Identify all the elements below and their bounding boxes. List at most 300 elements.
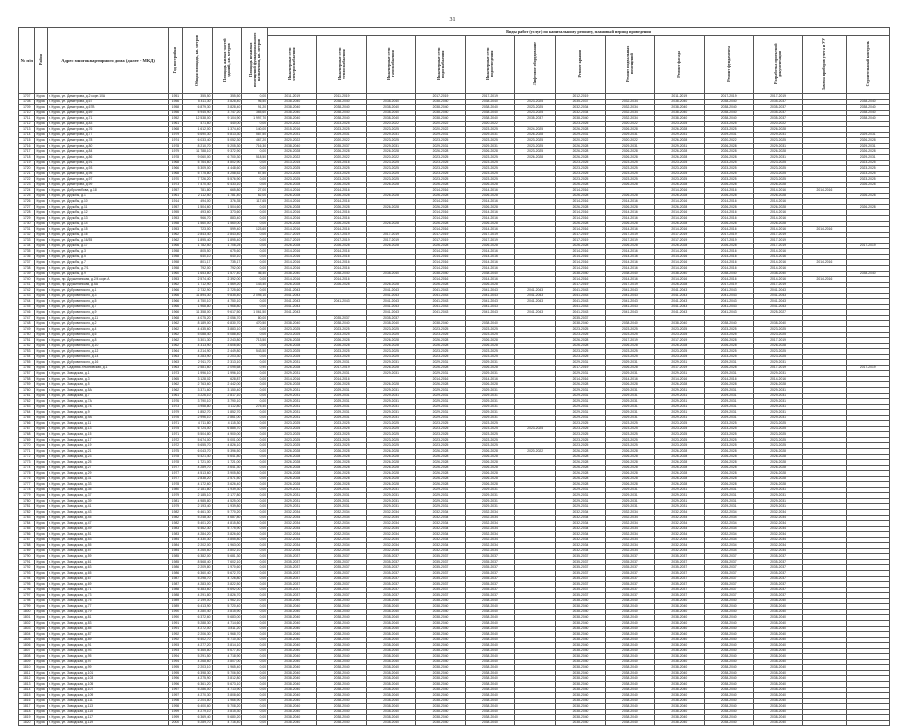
row-living-area: 5 001,00 bbox=[212, 437, 242, 443]
row-total-area: 5 411,30 bbox=[182, 99, 212, 105]
row-district: Курск bbox=[35, 221, 47, 227]
row-work-period bbox=[846, 720, 889, 726]
row-nonliving-area: 0,00 bbox=[242, 504, 268, 510]
row-work-period: 2023-2025 bbox=[704, 421, 753, 427]
row-work-period: 2041-2043 bbox=[268, 304, 317, 310]
row-nonliving-area: 0,00 bbox=[242, 243, 268, 249]
row-work-period: 2032-2034 bbox=[317, 532, 366, 538]
row-work-period: 2026-2028 bbox=[416, 476, 465, 482]
row-work-period: 2023-2025 bbox=[515, 143, 556, 149]
row-work-period: 2035-2037 bbox=[655, 582, 704, 588]
row-work-period: 2017-2019 bbox=[655, 238, 704, 244]
row-living-area: 665,80 bbox=[212, 188, 242, 194]
row-work-period: 2035-2037 bbox=[605, 565, 654, 571]
row-living-area: 3 826,70 bbox=[212, 593, 242, 599]
row-living-area: 4 815,80 bbox=[212, 521, 242, 527]
row-work-period: 2014-2016 bbox=[416, 376, 465, 382]
row-district: Курск bbox=[35, 720, 47, 726]
row-work-period: 2029-2031 bbox=[465, 493, 514, 499]
row-work-period: 2026-2028 bbox=[317, 465, 366, 471]
row-work-period: 2026-2028 bbox=[704, 193, 753, 199]
row-work-period: 2035-2037 bbox=[465, 559, 514, 565]
row-work-period: 2041-2043 bbox=[416, 310, 465, 316]
row-work-period: 2014-2016 bbox=[556, 210, 605, 216]
row-work-period: 2038-2040 bbox=[465, 665, 514, 671]
row-work-period: 2029-2031 bbox=[268, 415, 317, 421]
row-work-period: 2038-2040 bbox=[366, 637, 415, 643]
row-work-period: 2023-2025 bbox=[655, 432, 704, 438]
row-number: 1806 bbox=[19, 643, 35, 649]
row-year: 1976 bbox=[169, 399, 182, 405]
row-work-period: 2020-2022 bbox=[317, 155, 366, 161]
row-total-area: 5 674,00 bbox=[182, 437, 212, 443]
row-living-area: 792,00 bbox=[212, 265, 242, 271]
row-work-period: 2038-2040 bbox=[465, 698, 514, 704]
row-work-period: 2026-2028 bbox=[556, 204, 605, 210]
row-work-period: 2035-2037 bbox=[366, 571, 415, 577]
row-number: 1814 bbox=[19, 687, 35, 693]
row-address: г. Курск, ул. Димитрова, д.83 bbox=[47, 121, 168, 127]
row-work-period: 2032-2034 bbox=[753, 543, 802, 549]
row-number: 1765 bbox=[19, 415, 35, 421]
row-address: г. Курск, ул. Димитрова, д.93 bbox=[47, 166, 168, 172]
row-nonliving-area: 0,00 bbox=[242, 493, 268, 499]
row-work-period: 2032-2034 bbox=[605, 515, 654, 521]
row-work-period: 2038-2040 bbox=[556, 609, 605, 615]
row-work-period: 2026-2028 bbox=[655, 149, 704, 155]
row-work-period: 2038-2040 bbox=[465, 648, 514, 654]
row-work-period: 2038-2040 bbox=[317, 659, 366, 665]
row-district: Курск bbox=[35, 643, 47, 649]
row-district: Курск bbox=[35, 571, 47, 577]
row-address: г. Курск, ул. Заводская, д.53 bbox=[47, 537, 168, 543]
row-work-period: 2038-2040 bbox=[416, 99, 465, 105]
row-work-period: 2029-2031 bbox=[416, 132, 465, 138]
row-number: 1747 bbox=[19, 315, 35, 321]
row-work-period: 2029-2031 bbox=[704, 487, 753, 493]
row-total-area: 3 128,02 bbox=[182, 376, 212, 382]
row-work-period: 2026-2028 bbox=[366, 182, 415, 188]
row-work-period: 2023-2025 bbox=[704, 437, 753, 443]
row-work-period: 2035-2037 bbox=[753, 593, 802, 599]
row-work-period: 2026-2028 bbox=[846, 204, 889, 210]
row-work-period: 2038-2040 bbox=[268, 654, 317, 660]
row-work-period: 2029-2031 bbox=[605, 410, 654, 416]
row-work-period: 2038-2040 bbox=[465, 715, 514, 721]
row-work-period: 2026-2028 bbox=[465, 465, 514, 471]
row-work-period: 2017-2019 bbox=[556, 282, 605, 288]
row-work-period: 2038-2040 bbox=[268, 604, 317, 610]
row-work-period: 2038-2040 bbox=[416, 604, 465, 610]
row-address: г. Курск, ул. Заводская, д.103 bbox=[47, 676, 168, 682]
row-work-period: 2038-2040 bbox=[704, 715, 753, 721]
row-year: 1962 bbox=[169, 382, 182, 388]
row-work-period: 2029-2031 bbox=[753, 498, 802, 504]
row-work-period: 2035-2037 bbox=[556, 587, 605, 593]
row-nonliving-area: 0,00 bbox=[242, 432, 268, 438]
row-work-period: 2026-2028 bbox=[605, 465, 654, 471]
row-work-period: 2014-2016 bbox=[704, 254, 753, 260]
row-work-period: 2023-2025 bbox=[317, 177, 366, 183]
row-total-area: 4 313,90 bbox=[182, 343, 212, 349]
row-work-period: 2029-2031 bbox=[605, 360, 654, 366]
header-work-3: Инженерные сети газоснабжения bbox=[366, 36, 415, 94]
row-nonliving-area: 0,90 bbox=[242, 365, 268, 371]
row-work-period: 2032-2034 bbox=[465, 521, 514, 527]
row-work-period: 2020-2022 bbox=[268, 138, 317, 144]
header-work-10: Ремонт фундамента bbox=[704, 36, 753, 94]
row-work-period: 2038-2040 bbox=[317, 654, 366, 660]
row-work-period: 2038-2040 bbox=[704, 654, 753, 660]
row-work-period: 2038-2040 bbox=[465, 659, 514, 665]
row-nonliving-area: 0,00 bbox=[242, 515, 268, 521]
row-work-period: 2032-2034 bbox=[317, 526, 366, 532]
row-number: 1801 bbox=[19, 615, 35, 621]
row-nonliving-area: 0,00 bbox=[242, 421, 268, 427]
row-work-period: 2026-2028 bbox=[465, 365, 514, 371]
row-work-period: 2026-2028 bbox=[268, 449, 317, 455]
row-work-period: 2029-2031 bbox=[704, 132, 753, 138]
row-work-period: 2032-2034 bbox=[416, 521, 465, 527]
row-work-period: 2032-2034 bbox=[753, 548, 802, 554]
row-number: 1795 bbox=[19, 582, 35, 588]
row-work-period: 2038-2040 bbox=[704, 99, 753, 105]
row-work-period: 2029-2031 bbox=[704, 393, 753, 399]
row-work-period: 2041-2043 bbox=[268, 293, 317, 299]
row-total-area: 1 968,80 bbox=[182, 304, 212, 310]
row-number: 1737 bbox=[19, 260, 35, 266]
row-total-area: 2 181,80 bbox=[182, 487, 212, 493]
row-work-period: 2038-2040 bbox=[846, 110, 889, 116]
row-work-period: 2038-2040 bbox=[753, 271, 802, 277]
row-work-period: 2023-2025 bbox=[556, 421, 605, 427]
row-work-period: 2038-2040 bbox=[317, 665, 366, 671]
row-work-period: 2014-2016 bbox=[556, 199, 605, 205]
row-work-period: 2038-2040 bbox=[465, 670, 514, 676]
row-year: 1996 bbox=[169, 676, 182, 682]
row-living-area: 1 781,40 bbox=[212, 193, 242, 199]
row-district: Курск bbox=[35, 559, 47, 565]
row-work-period: 2023-2025 bbox=[846, 177, 889, 183]
row-year: 1999 bbox=[169, 715, 182, 721]
row-work-period: 2014-2016 bbox=[655, 199, 704, 205]
row-work-period: 2026-2028 bbox=[605, 127, 654, 133]
row-work-period: 2032-2034 bbox=[556, 110, 605, 116]
row-work-period: 2023-2025 bbox=[605, 437, 654, 443]
row-work-period: 2035-2037 bbox=[753, 116, 802, 122]
row-work-period: 2038-2040 bbox=[753, 670, 802, 676]
row-address: г. Курск, ул. Заводская, д.91 bbox=[47, 643, 168, 649]
row-work-period: 2026-2028 bbox=[515, 155, 556, 161]
row-work-period: 2032-2034 bbox=[704, 510, 753, 516]
row-work-period: 2038-2040 bbox=[416, 698, 465, 704]
row-total-area: 4 985,80 bbox=[182, 498, 212, 504]
row-total-area: 4 435,60 bbox=[182, 326, 212, 332]
row-work-period: 2026-2028 bbox=[655, 138, 704, 144]
row-work-period: 2023-2025 bbox=[317, 121, 366, 127]
row-total-area: 6 369,40 bbox=[182, 715, 212, 721]
row-nonliving-area: 0,00 bbox=[242, 665, 268, 671]
row-year: 1968 bbox=[169, 160, 182, 166]
row-address: г. Курск, ул. Заводская, д.35 bbox=[47, 487, 168, 493]
row-work-period: 2038-2040 bbox=[753, 637, 802, 643]
row-work-period: 2026-2028 bbox=[416, 471, 465, 477]
row-work-period: 2026-2028 bbox=[556, 193, 605, 199]
row-work-period: 2032-2034 bbox=[366, 537, 415, 543]
row-district: Курск bbox=[35, 354, 47, 360]
row-work-period: 2026-2028 bbox=[465, 193, 514, 199]
row-number: 1785 bbox=[19, 526, 35, 532]
row-district: Курск bbox=[35, 138, 47, 144]
row-district: Курск bbox=[35, 609, 47, 615]
row-work-period: 2023-2025 bbox=[366, 432, 415, 438]
row-work-period: 2035-2037 bbox=[655, 559, 704, 565]
row-address: г. Курск, ул. Заводская, д.89 bbox=[47, 637, 168, 643]
row-year: 1966 bbox=[169, 299, 182, 305]
row-work-period: 2029-2031 bbox=[655, 371, 704, 377]
row-district: Курск bbox=[35, 99, 47, 105]
row-work-period: 2017-2019 bbox=[416, 232, 465, 238]
row-address: г. Курск, ул. Дубровинского, д.9 bbox=[47, 310, 168, 316]
row-living-area: 640,10 bbox=[212, 254, 242, 260]
row-work-period: 2029-2031 bbox=[655, 487, 704, 493]
row-work-period: 2023-2025 bbox=[556, 121, 605, 127]
row-address: г. Курск, ул. Димитрова, д.80 bbox=[47, 143, 168, 149]
row-number: 1812 bbox=[19, 676, 35, 682]
row-work-period: 2023-2025 bbox=[655, 160, 704, 166]
row-total-area: 6 724,00 bbox=[182, 426, 212, 432]
row-work-period: 2029-2031 bbox=[366, 487, 415, 493]
row-total-area: 1 782,50 bbox=[182, 243, 212, 249]
row-total-area: 1 852,70 bbox=[182, 410, 212, 416]
row-total-area: 6 413,90 bbox=[182, 604, 212, 610]
header-work-7: Ремонт крыши bbox=[556, 36, 605, 94]
row-work-period: 2038-2040 bbox=[655, 654, 704, 660]
row-year: 1984 bbox=[169, 537, 182, 543]
row-work-period: 2038-2040 bbox=[366, 715, 415, 721]
row-work-period: 2026-2028 bbox=[605, 449, 654, 455]
row-address: г. Курск, ул. Дружбы, д.3 bbox=[47, 249, 168, 255]
row-number: 1716 bbox=[19, 143, 35, 149]
row-work-period: 2026-2028 bbox=[366, 476, 415, 482]
row-work-period: 2029-2031 bbox=[317, 487, 366, 493]
row-work-period: 2029-2031 bbox=[416, 493, 465, 499]
row-work-period: 2023-2025 bbox=[655, 443, 704, 449]
row-work-period: 2023-2025 bbox=[556, 326, 605, 332]
row-work-period: 2032-2034 bbox=[317, 521, 366, 527]
row-district: Курск bbox=[35, 543, 47, 549]
row-living-area: 5 641,80 bbox=[212, 454, 242, 460]
row-work-period: 2014-2016 bbox=[268, 265, 317, 271]
row-work-period: 2015-2016 bbox=[268, 127, 317, 133]
row-work-period: 2038-2040 bbox=[317, 715, 366, 721]
row-work-period: 2032-2034 bbox=[465, 543, 514, 549]
row-work-period: 2023-2025 bbox=[416, 349, 465, 355]
row-work-period: 2035-2037 bbox=[556, 582, 605, 588]
row-district: Курск bbox=[35, 282, 47, 288]
row-total-area: 6 398,30 bbox=[182, 670, 212, 676]
row-work-period: 2023-2025 bbox=[556, 443, 605, 449]
row-work-period: 2023-2025 bbox=[655, 421, 704, 427]
row-work-period: 2038-2040 bbox=[416, 720, 465, 726]
row-work-period: 2011-2019 bbox=[317, 94, 366, 100]
row-work-period: 2029-2031 bbox=[317, 393, 366, 399]
row-work-period: 2026-2028 bbox=[366, 221, 415, 227]
row-work-period: 2041-2043 bbox=[605, 310, 654, 316]
row-total-area: 4 289,70 bbox=[182, 465, 212, 471]
row-work-period: 2038-2040 bbox=[556, 321, 605, 327]
row-work-period: 2029-2031 bbox=[605, 493, 654, 499]
row-district: Курск bbox=[35, 393, 47, 399]
row-work-period: 2023-2025 bbox=[655, 166, 704, 172]
row-work-period: 2032-2034 bbox=[753, 532, 802, 538]
row-work-period: 2020-2022 bbox=[515, 449, 556, 455]
row-number: 1710 bbox=[19, 110, 35, 116]
row-work-period: 2017-2019 bbox=[704, 238, 753, 244]
row-living-area: 735,17 bbox=[212, 260, 242, 266]
row-total-area: 4 279,10 bbox=[182, 709, 212, 715]
row-number: 1736 bbox=[19, 254, 35, 260]
row-district: Курск bbox=[35, 665, 47, 671]
row-work-period: 2038-2040 bbox=[465, 598, 514, 604]
row-nonliving-area: 0,00 bbox=[242, 687, 268, 693]
row-district: Курск bbox=[35, 449, 47, 455]
row-work-period: 2014-2016 bbox=[753, 188, 802, 194]
row-total-area: 5 288,30 bbox=[182, 620, 212, 626]
row-work-period: 2035-2037 bbox=[556, 315, 605, 321]
row-number: 1793 bbox=[19, 571, 35, 577]
row-district: Курск bbox=[35, 565, 47, 571]
row-address: г. Курск, ул. Дубровинского, д.16 bbox=[47, 360, 168, 366]
row-work-period: 2038-2040 bbox=[317, 693, 366, 699]
row-work-period: 2026-2028 bbox=[605, 204, 654, 210]
row-work-period: 2038-2040 bbox=[704, 110, 753, 116]
row-work-period: 2023-2025 bbox=[605, 443, 654, 449]
row-work-period: 2038-2040 bbox=[704, 604, 753, 610]
row-living-area: 5 692,00 bbox=[212, 587, 242, 593]
row-nonliving-area: 62,00 bbox=[242, 193, 268, 199]
header-num: № п/п bbox=[19, 28, 35, 94]
row-work-period: 2014-2016 bbox=[317, 260, 366, 266]
row-work-period: 2038-2040 bbox=[655, 632, 704, 638]
row-total-area: 5 286,00 bbox=[182, 687, 212, 693]
row-work-period: 2038-2040 bbox=[465, 637, 514, 643]
row-work-period: 2014-2016 bbox=[655, 277, 704, 283]
row-work-period: 2038-2040 bbox=[416, 670, 465, 676]
row-work-period: 2035-2037 bbox=[753, 105, 802, 111]
row-work-period: 2035-2037 bbox=[753, 576, 802, 582]
row-work-period: 2038-2040 bbox=[465, 654, 514, 660]
row-number: 1740 bbox=[19, 277, 35, 283]
row-number: 1733 bbox=[19, 238, 35, 244]
row-work-period: 2026-2028 bbox=[317, 149, 366, 155]
row-work-period: 2038-2040 bbox=[655, 609, 704, 615]
row-work-period: 2029-2031 bbox=[416, 393, 465, 399]
row-work-period: 2038-2040 bbox=[655, 615, 704, 621]
row-work-period: 2023-2025 bbox=[556, 437, 605, 443]
row-nonliving-area: 0,00 bbox=[242, 598, 268, 604]
row-living-area: 1 560,00 bbox=[212, 221, 242, 227]
row-work-period: 2038-2040 bbox=[416, 681, 465, 687]
row-work-period: 2029-2031 bbox=[317, 404, 366, 410]
row-work-period: 2035-2037 bbox=[317, 143, 366, 149]
row-address: г. Курск, ул. Заводская, д.115 bbox=[47, 709, 168, 715]
row-work-period: 2035-2037 bbox=[753, 559, 802, 565]
row-work-period: 2038-2040 bbox=[366, 271, 415, 277]
row-total-area: 2 204,80 bbox=[182, 698, 212, 704]
row-nonliving-area: 0,00 bbox=[242, 177, 268, 183]
row-district: Курск bbox=[35, 132, 47, 138]
row-work-period: 2023-2025 bbox=[846, 166, 889, 172]
row-total-area: 2 763,60 bbox=[182, 382, 212, 388]
row-total-area: 3 226,10 bbox=[182, 393, 212, 399]
row-address: г. Курск, ул. Дружбы, д.17 bbox=[47, 243, 168, 249]
row-work-period: 2023-2025 bbox=[366, 138, 415, 144]
row-work-period: 2017-2019 bbox=[655, 232, 704, 238]
header-work-12: Замена приборов учета и УУ bbox=[803, 36, 846, 94]
row-work-period: 2038-2040 bbox=[605, 698, 654, 704]
row-nonliving-area: 0,00 bbox=[242, 232, 268, 238]
row-nonliving-area: 0,00 bbox=[242, 460, 268, 466]
row-work-period: 2032-2034 bbox=[704, 532, 753, 538]
row-work-period: 2023-2025 bbox=[268, 326, 317, 332]
row-address: г. Курск, ул. Заводская, д.71 bbox=[47, 587, 168, 593]
row-district: Курск bbox=[35, 376, 47, 382]
row-work-period: 2038-2040 bbox=[655, 626, 704, 632]
row-work-period: 2014-2016 bbox=[416, 265, 465, 271]
row-living-area: 9 104,90 bbox=[212, 116, 242, 122]
row-work-period: 2035-2037 bbox=[655, 571, 704, 577]
row-district: Курск bbox=[35, 299, 47, 305]
row-year: 1982 bbox=[169, 510, 182, 516]
row-nonliving-area: 0,00 bbox=[242, 715, 268, 721]
row-work-period: 2029-2031 bbox=[556, 132, 605, 138]
row-work-period: 2032-2034 bbox=[465, 515, 514, 521]
row-total-area: 2 843,40 bbox=[182, 232, 212, 238]
row-living-area: 2 177,80 bbox=[212, 493, 242, 499]
row-district: Курск bbox=[35, 265, 47, 271]
row-number: 1745 bbox=[19, 304, 35, 310]
row-work-period: 2038-2040 bbox=[704, 643, 753, 649]
row-district: Курск bbox=[35, 304, 47, 310]
row-work-period: 2041-2043 bbox=[366, 293, 415, 299]
row-work-period: 2035-2037 bbox=[655, 565, 704, 571]
row-work-period: 2029-2031 bbox=[753, 393, 802, 399]
row-year: 1988 bbox=[169, 593, 182, 599]
row-work-period: 2023-2025 bbox=[416, 177, 465, 183]
row-work-period: 2038-2040 bbox=[416, 665, 465, 671]
row-work-period: 2032-2034 bbox=[268, 515, 317, 521]
row-work-period: 2038-2040 bbox=[846, 116, 889, 122]
row-nonliving-area: 0,00 bbox=[242, 554, 268, 560]
row-living-area: 2 861,00 bbox=[212, 415, 242, 421]
row-district: Курск bbox=[35, 271, 47, 277]
row-work-period: 2038-2040 bbox=[268, 643, 317, 649]
row-work-period: 2038-2040 bbox=[556, 687, 605, 693]
row-work-period: 2038-2040 bbox=[366, 615, 415, 621]
row-work-period: 2032-2034 bbox=[605, 532, 654, 538]
row-total-area: 801,17 bbox=[182, 260, 212, 266]
row-year: 1984 bbox=[169, 548, 182, 554]
row-work-period: 2017-2019 bbox=[556, 365, 605, 371]
row-work-period: 2014-2016 bbox=[605, 199, 654, 205]
row-work-period: 2038-2040 bbox=[465, 693, 514, 699]
row-work-period: 2029-2031 bbox=[268, 399, 317, 405]
row-work-period: 2038-2040 bbox=[416, 620, 465, 626]
row-work-period: 2035-2037 bbox=[465, 571, 514, 577]
row-total-area: 6 360,40 bbox=[182, 571, 212, 577]
row-work-period: 2026-2028 bbox=[753, 449, 802, 455]
